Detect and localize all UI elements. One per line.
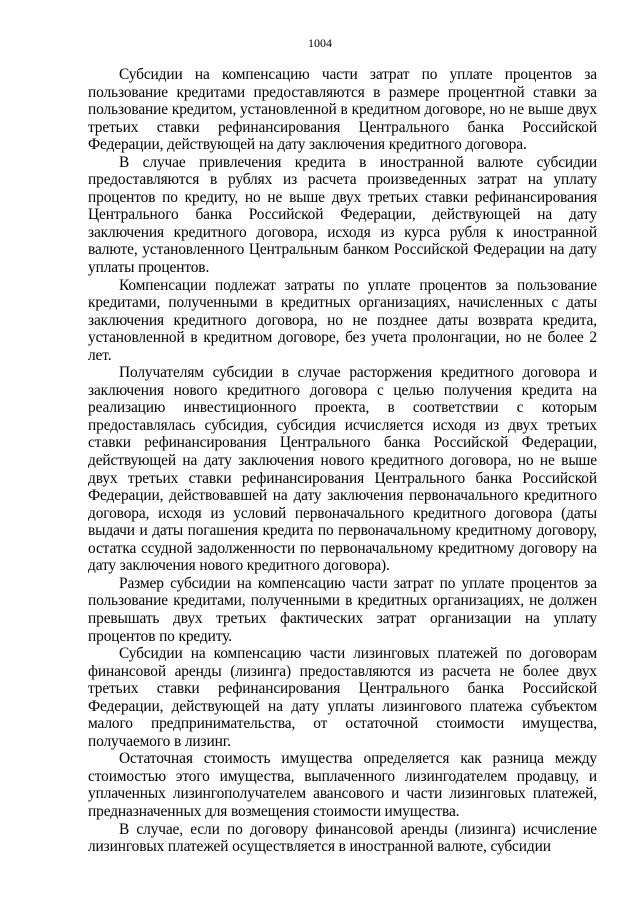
paragraph-interest-subsidy: Субсидии на компенсацию части затрат по уплате процентов за пользование кредитами предоставляются в размере процентной ставки за пользование кредитом, установленной в кредитном договоре, но не выше двух третьих ставки рефинансирования Центрального банка Российской Федерации, действующей на дату заключения кредитного договора. — [88, 66, 597, 154]
document-body — [88, 66, 597, 856]
paragraph-new-credit-agreement: Получателям субсидии в случае расторжения кредитного договора и заключения нового кредитного договора с целью получения кредита на реализацию инвестиционного проекта, в соответствии с которым предоставлялась субсидия, субсидия исчисляется исходя из двух третьих ставки рефинансирования Центрального банка Российской Федерации, действующей на дату заключения нового кредитного договора, но не выше двух третьих ставки рефинансирования Центрального банка Российской Федерации, действовавшей на дату заключения первоначального кредитного договора, исходя из условий первоначального кредитного договора (даты выдачи и даты погашения кредита по первоначальному кредитному договору, остатка ссудной задолженности по первоначальному кредитному договору на дату заключения нового кредитного договора). — [88, 364, 597, 575]
paragraph-subsidy-limit: Размер субсидии на компенсацию части затрат по уплате процентов за пользование кредитами, полученными в кредитных организациях, не должен превышать двух третьих фактических затрат организации на уплату процентов по кредиту. — [88, 574, 597, 645]
paragraph-foreign-currency-credit: В случае привлечения кредита в иностранной валюте субсидии предоставляются в рублях из расчета произведенных затрат на уплату процентов по кредиту, но не выше двух третьих ставки рефинансирования Центрального банка Российской Федерации, действующей на дату заключения кредитного договора, исходя из курса рубля к иностранной валюте, установленного Центральным банком Российской Федерации на дату уплаты процентов. — [88, 153, 597, 277]
paragraph-residual-value: Остаточная стоимость имущества определяется как разница между стоимостью этого имущества, выплаченного лизингодателем продавцу, и уплаченных лизингополучателем авансового и части лизинговых платежей, предназначенных для возмещения стоимости имущества. — [88, 750, 597, 820]
paragraph-leasing-subsidy: Субсидии на компенсацию части лизинговых платежей по договорам финансовой аренды (лизинга) предоставляются из расчета не более двух третьих ставки рефинансирования Центрального банка Российской Федерации, действующей на дату уплаты лизингового платежа субъектом малого предпринимательства, от остаточной стоимости имущества, получаемого в лизинг. — [88, 645, 597, 750]
paragraph-leasing-foreign-currency: В случае, если по договору финансовой аренды (лизинга) исчисление лизинговых платежей осуществляется в иностранной валюте, субсидии — [88, 820, 597, 856]
paragraph-compensable-costs: Компенсации подлежат затраты по уплате процентов за пользование кредитами, полученными в кредитных организациях, начисленных с даты заключения кредитного договора, но не позднее даты возврата кредита, установленной в кредитном договоре, без учета пролонгации, но не более 2 лет. — [88, 276, 597, 364]
page-number: 1004 — [308, 36, 332, 50]
